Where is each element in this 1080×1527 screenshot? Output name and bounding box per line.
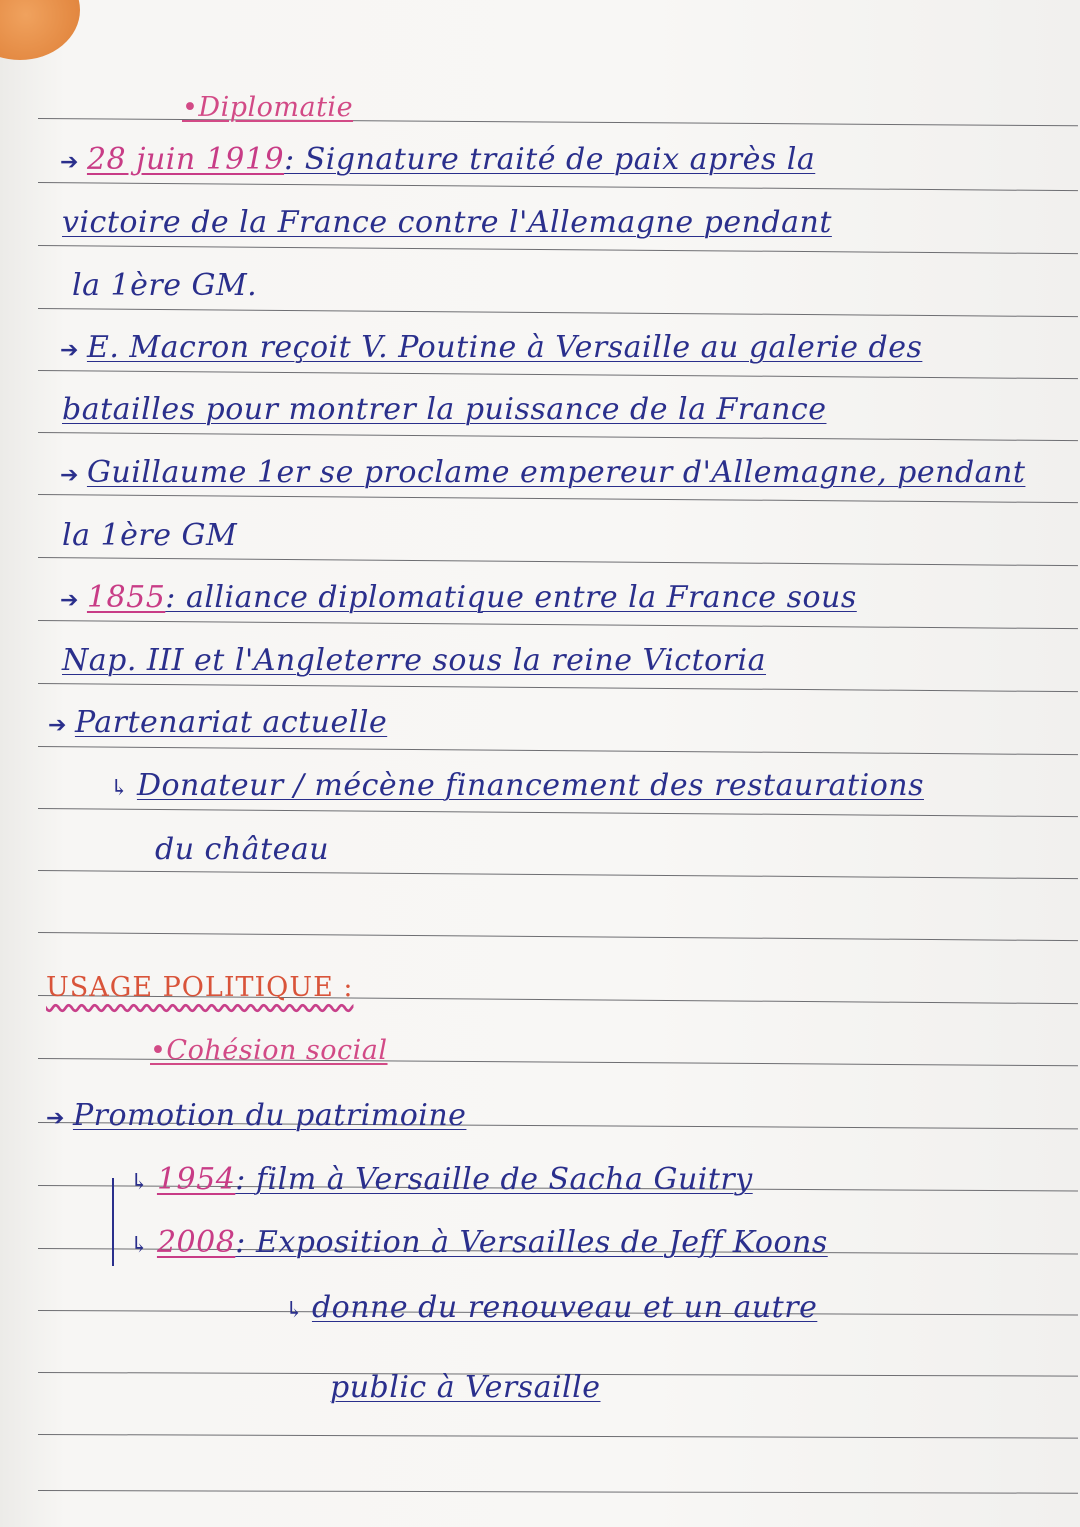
arrow-icon: ➔: [48, 713, 67, 738]
sub-arrow-icon: ↳: [110, 776, 129, 801]
ruled-line: [38, 245, 1078, 254]
note-line: [46, 1098, 466, 1133]
section-subheading-cohesion: •Cohésion social: [150, 1035, 388, 1066]
sub-arrow-icon: ↳: [285, 1298, 304, 1323]
arrow-icon: ➔: [46, 1106, 65, 1131]
note-text: Guillaume 1er se proclame empereur d'Allemagne, pendant: [86, 455, 1026, 490]
note-line: [130, 1162, 753, 1197]
note-line: [60, 580, 857, 615]
date-label: 1855: [86, 580, 166, 615]
note-line: [130, 1225, 828, 1260]
arrow-icon: ➔: [60, 588, 79, 613]
note-line: public à Versaille: [330, 1370, 601, 1405]
arrow-icon: ➔: [60, 150, 79, 175]
date-label: 28 juin 1919: [86, 142, 285, 177]
note-line: Nap. III et l'Angleterre sous la reine Victoria: [62, 643, 767, 678]
note-line: du château: [155, 832, 330, 867]
note-text: Partenariat actuelle: [74, 705, 388, 740]
note-line: [60, 142, 815, 177]
section-heading-usage-politique: USAGE POLITIQUE :: [46, 972, 354, 1003]
arrow-icon: ➔: [60, 463, 79, 488]
ruled-line: [38, 432, 1078, 441]
ruled-line: [38, 620, 1078, 629]
note-line: victoire de la France contre l'Allemagne pendant: [62, 205, 832, 240]
ruled-line: [38, 494, 1078, 503]
ruled-line: [38, 683, 1078, 692]
note-line: [285, 1290, 817, 1325]
ruled-line: [38, 808, 1078, 817]
note-line: [48, 705, 387, 740]
finger-shadow: [0, 0, 80, 60]
note-text: Donateur / mécène financement des restaurations: [136, 768, 924, 803]
date-label: 2008: [156, 1225, 236, 1260]
ruled-line: [38, 870, 1078, 879]
ruled-line: [38, 746, 1078, 755]
ruled-line: [38, 557, 1078, 566]
ruled-line: [38, 1434, 1078, 1439]
note-text: : Signature traité de paix après la: [284, 142, 816, 177]
sub-arrow-icon: ↳: [130, 1170, 149, 1195]
date-label: 1954: [156, 1162, 236, 1197]
bracket-mark: [112, 1178, 124, 1266]
note-line: la 1ère GM.: [72, 268, 258, 303]
note-line: batailles pour montrer la puissance de la France: [62, 392, 827, 427]
note-line: [60, 455, 1025, 490]
note-text: : alliance diplomatique entre la France sous: [165, 580, 857, 615]
arrow-icon: ➔: [60, 338, 79, 363]
note-line: [110, 768, 924, 803]
section-heading-diplomatie: •Diplomatie: [182, 92, 354, 123]
note-line: la 1ère GM: [62, 518, 238, 553]
note-text: Promotion du patrimoine: [72, 1098, 467, 1133]
sub-arrow-icon: ↳: [130, 1233, 149, 1258]
note-line: [60, 330, 922, 365]
ruled-line: [38, 182, 1078, 191]
note-text: : Exposition à Versailles de Jeff Koons: [235, 1225, 828, 1260]
ruled-line: [38, 1490, 1078, 1494]
note-text: donne du renouveau et un autre: [311, 1290, 818, 1325]
note-text: E. Macron reçoit V. Poutine à Versaille au galerie des: [86, 330, 923, 365]
ruled-line: [38, 932, 1078, 941]
ruled-line: [38, 308, 1078, 317]
ruled-line: [38, 370, 1078, 379]
note-text: : film à Versaille de Sacha Guitry: [235, 1162, 753, 1197]
